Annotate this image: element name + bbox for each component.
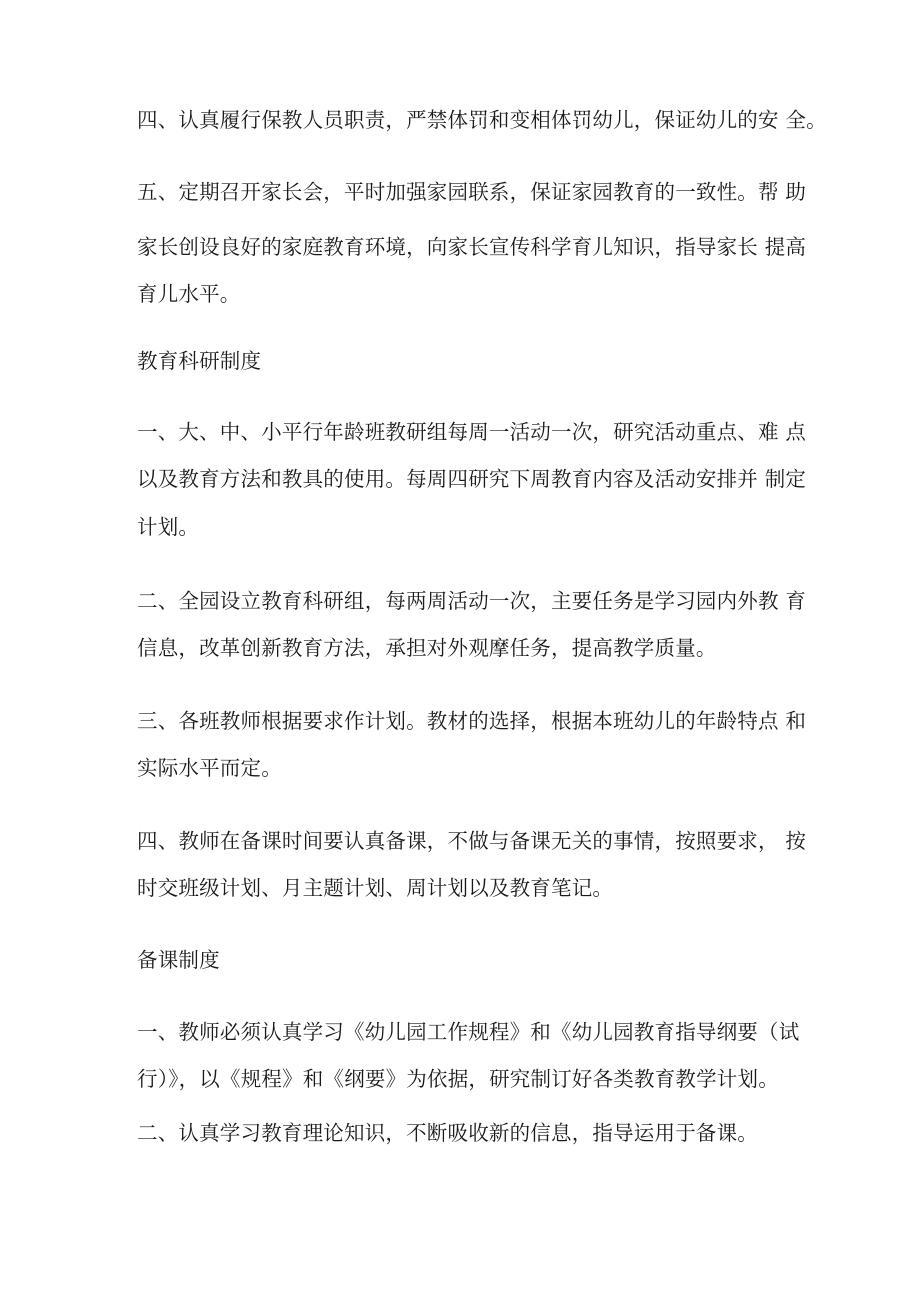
lesson-prep-section-title: 备课制度 [137,948,220,972]
duties-item-5-line-1: 五、定期召开家长会，平时加强家园联系，保证家园教育的一致性。帮 助 [137,180,807,204]
duties-item-5-line-3: 育儿水平。 [137,282,241,306]
duties-item-5-line-2: 家长创设良好的家庭教育环境，向家长宣传科学育儿知识，指导家长 提高 [137,235,807,259]
research-item-1-line-3: 计划。 [137,515,200,539]
lesson-prep-item-1-line-2: 行）》，以《规程》和《纲要》为依据，研究制订好各类教育教学计划。 [137,1067,779,1091]
duties-item-4: 四、认真履行保教人员职责，严禁体罚和变相体罚幼儿，保证幼儿的安 全。 [137,108,827,132]
research-item-1-line-2: 以及教育方法和教具的使用。每周四研究下周教育内容及活动安排并 制定 [137,467,807,491]
research-item-2-line-2: 信息，改革创新教育方法，承担对外观摩任务，提高教学质量。 [137,636,717,660]
research-item-4-line-1: 四、教师在备课时间要认真备课，不做与备课无关的事情，按照要求， 按 [137,829,807,853]
research-item-2-line-1: 二、全园设立教育科研组，每两周活动一次，主要任务是学习园内外教 育 [137,589,807,613]
research-item-3-line-2: 实际水平而定。 [137,756,282,780]
research-section-title: 教育科研制度 [137,349,262,373]
lesson-prep-item-1-line-1: 一、教师必须认真学习《幼儿园工作规程》和《幼儿园教育指导纲要（试 [137,1020,800,1044]
research-item-4-line-2: 时交班级计划、月主题计划、周计划以及教育笔记。 [137,876,614,900]
lesson-prep-item-2: 二、认真学习教育理论知识，不断吸收新的信息，指导运用于备课。 [137,1121,758,1145]
research-item-3-line-1: 三、各班教师根据要求作计划。教材的选择，根据本班幼儿的年龄特点 和 [137,709,807,733]
research-item-1-line-1: 一、大、中、小平行年龄班教研组每周一活动一次，研究活动重点、难 点 [137,420,807,444]
